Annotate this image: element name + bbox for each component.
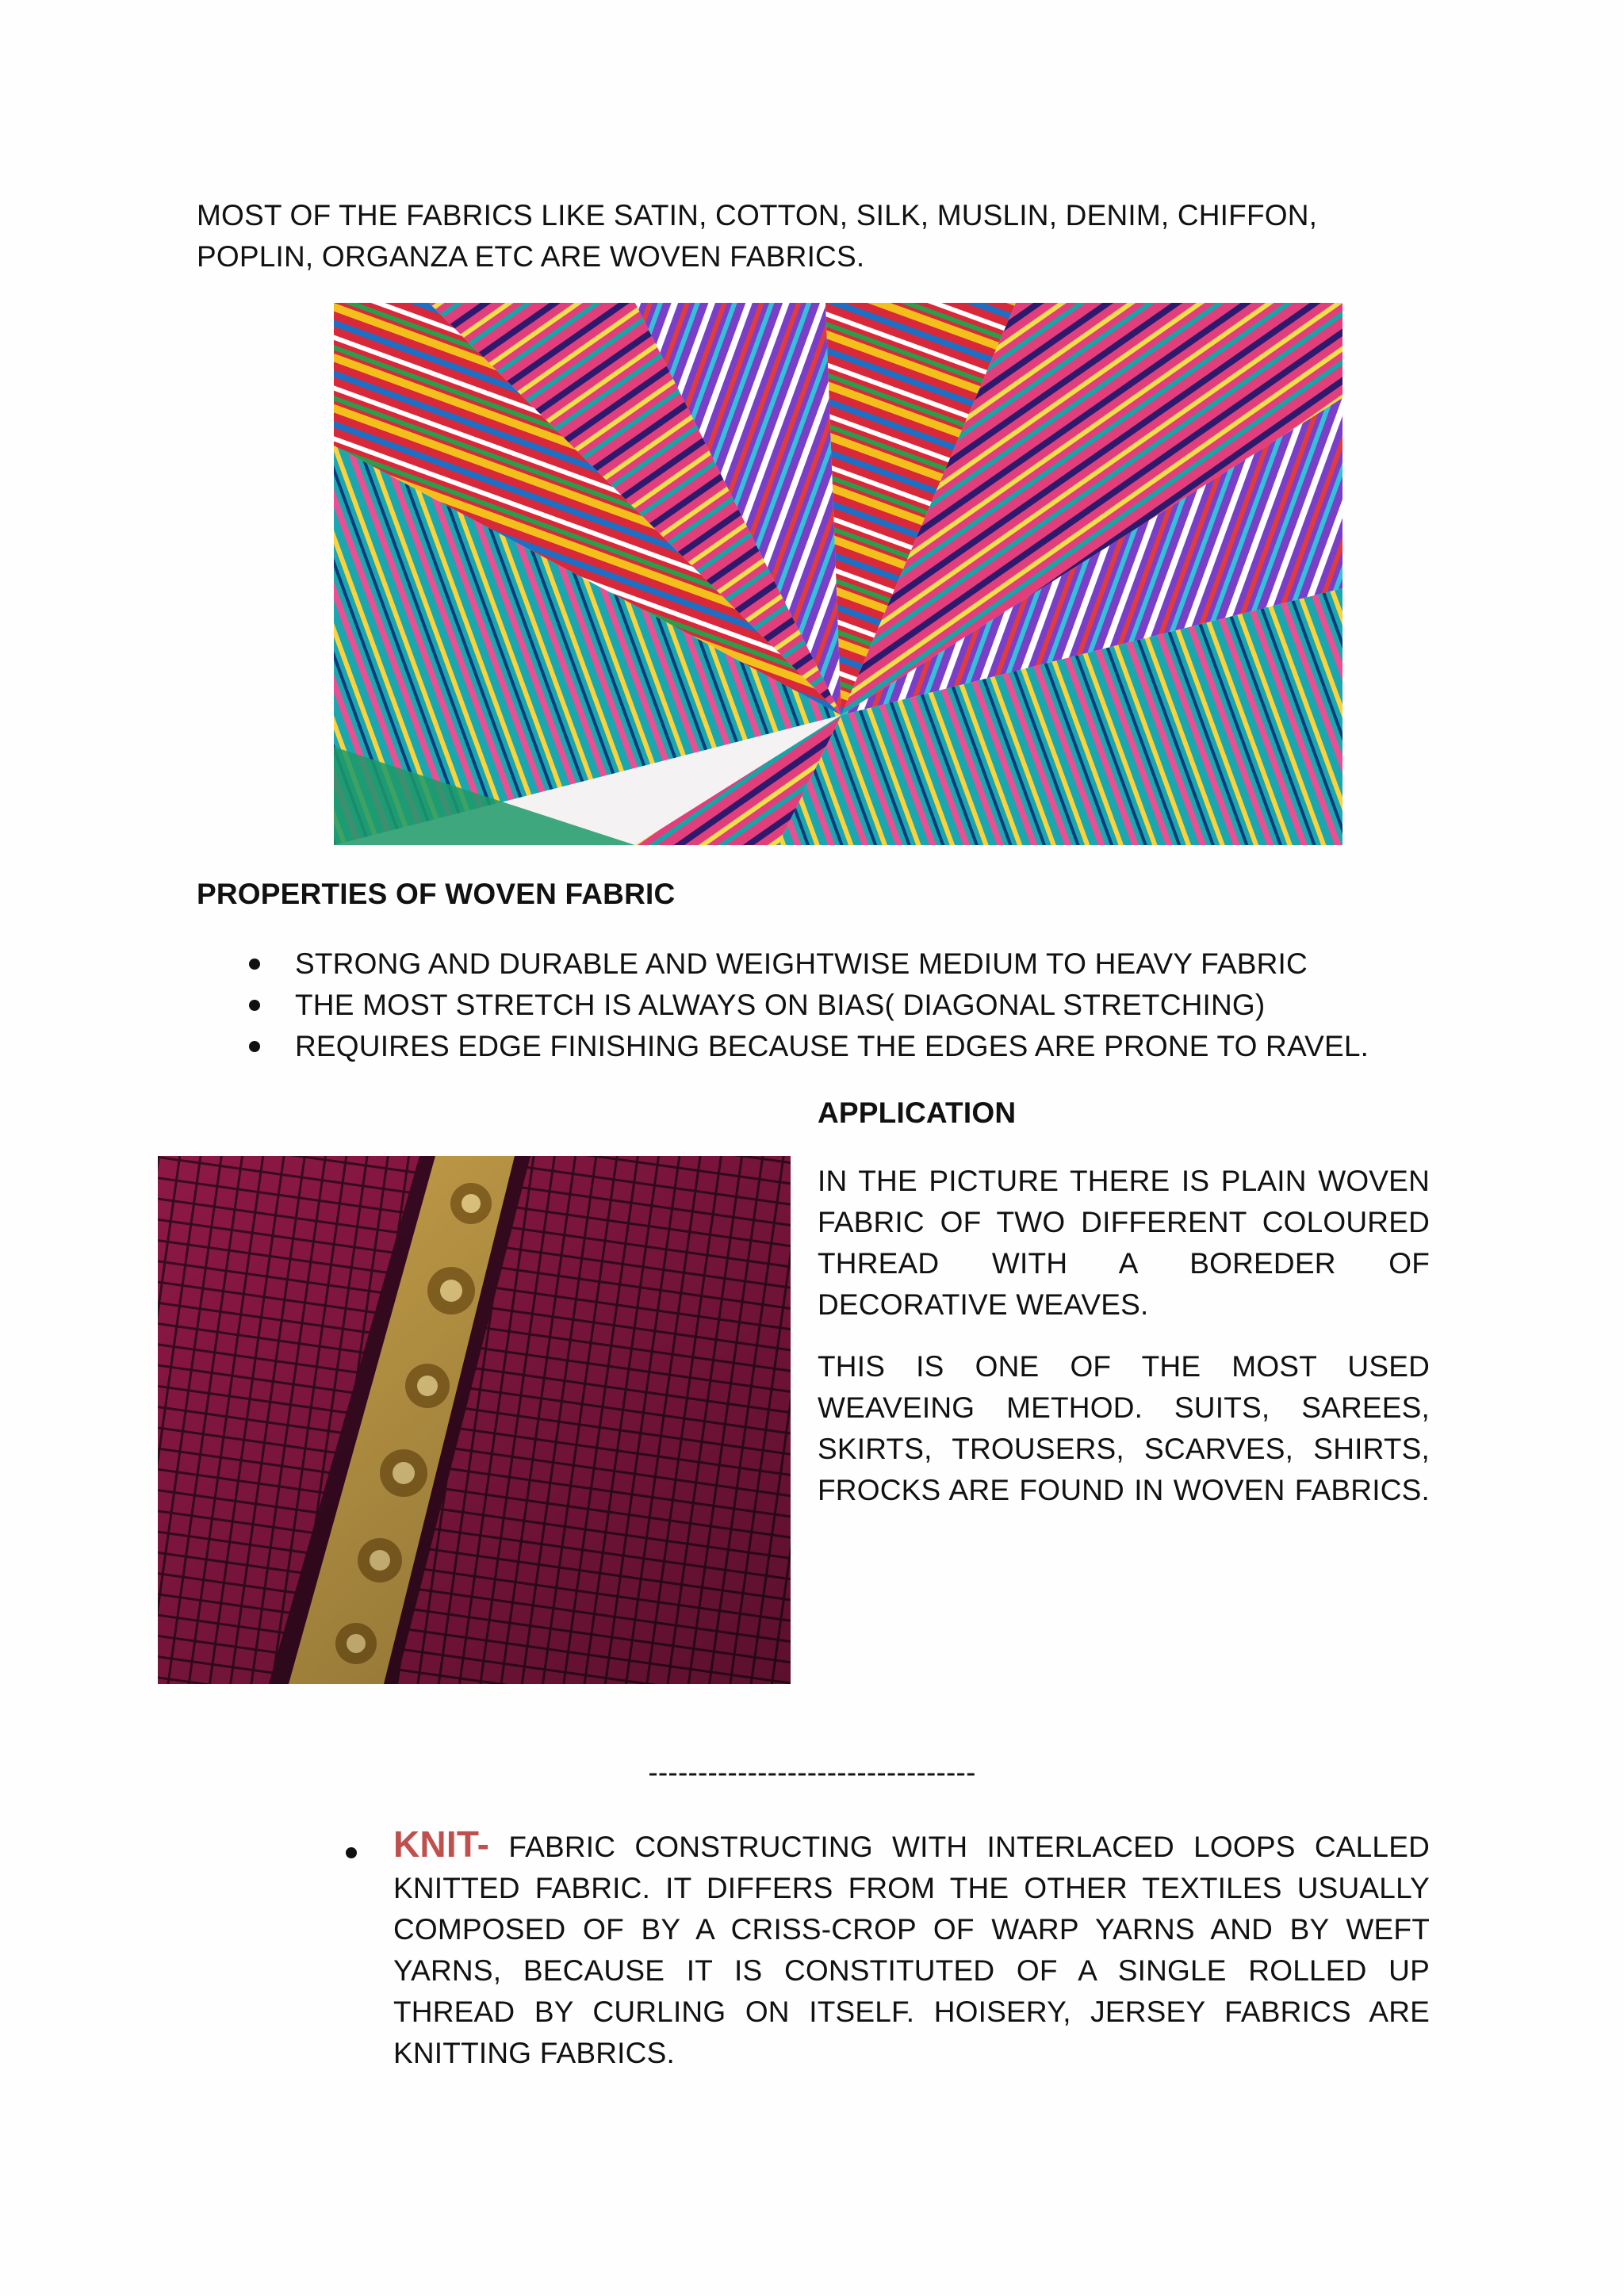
- knit-term: KNIT-: [393, 1823, 490, 1865]
- application-heading: APPLICATION: [818, 1096, 1017, 1129]
- knit-description: FABRIC CONSTRUCTING WITH INTERLACED LOOPS CALLED KNITTED FABRIC. IT DIFFERS FROM THE OTHER TEXTILES USUALLY COMPOSED OF BY A CRISS-CROP OF WARP YARNS AND BY WEFT YARNS, BECAUSE IT IS CONSTITUTED OF A SINGLE ROLLED UP THREAD BY CURLING ON ITSELF. HOISERY, JERSEY FABRICS ARE KNITTING FABRICS.: [393, 1831, 1430, 2069]
- application-paragraph-2: THIS IS ONE OF THE MOST USED WEAVEING METHOD. SUITS, SAREES, SKIRTS, TROUSERS, SCARVES, SHIRTS, FROCKS ARE FOUND IN WOVEN FABRICS.: [818, 1350, 1430, 1506]
- section-divider: ---------------------------------: [648, 1756, 976, 1789]
- properties-heading: PROPERTIES OF WOVEN FABRIC: [197, 878, 676, 910]
- properties-list: [243, 943, 1369, 1067]
- bullet-icon: [346, 1847, 357, 1858]
- bullet-icon: [249, 959, 260, 970]
- list-item: REQUIRES EDGE FINISHING BECAUSE THE EDGES ARE PRONE TO RAVEL.: [243, 1026, 1369, 1067]
- woven-fabric-fan-photo: [334, 303, 1342, 845]
- intro-paragraph: MOST OF THE FABRICS LIKE SATIN, COTTON, SILK, MUSLIN, DENIM, CHIFFON, POPLIN, ORGANZA ETC ARE WOVEN FABRICS.: [197, 199, 1318, 273]
- knit-paragraph: [393, 1823, 1430, 2074]
- list-item: STRONG AND DURABLE AND WEIGHTWISE MEDIUM TO HEAVY FABRIC: [243, 943, 1369, 985]
- maroon-checked-fabric-with-gold-border-photo: [158, 1156, 791, 1684]
- bullet-icon: [249, 1000, 260, 1011]
- application-paragraph-1: IN THE PICTURE THERE IS PLAIN WOVEN FABRIC OF TWO DIFFERENT COLOURED THREAD WITH A BOREDER OF DECORATIVE WEAVES.: [818, 1165, 1430, 1321]
- bullet-icon: [249, 1041, 260, 1052]
- list-item: THE MOST STRETCH IS ALWAYS ON BIAS( DIAGONAL STRETCHING): [243, 985, 1369, 1026]
